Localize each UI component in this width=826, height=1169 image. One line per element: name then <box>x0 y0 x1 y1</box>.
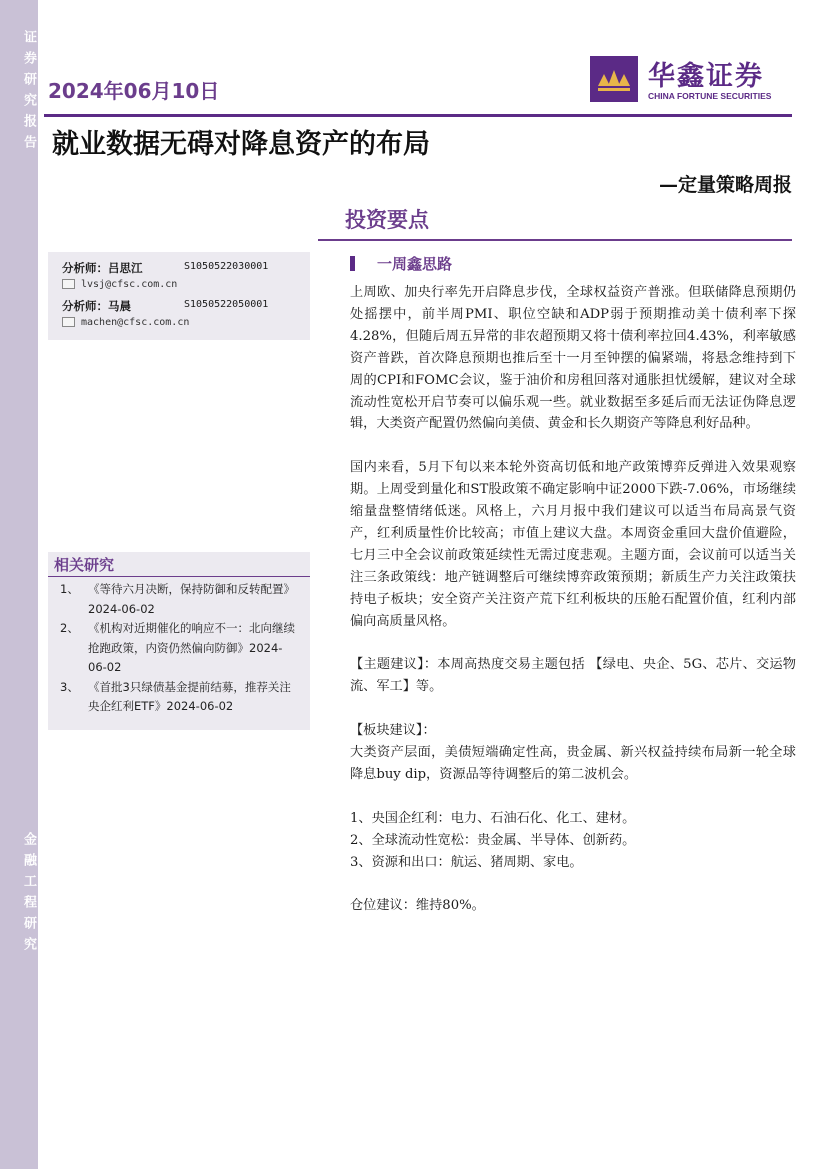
left-sidebar-bar <box>0 0 38 1169</box>
position-suggestion: 仓位建议：维持80%。 <box>350 898 485 914</box>
analyst-name: 分析师：吕思江 S1050522030001 <box>62 261 269 275</box>
logo-emblem-icon <box>590 56 638 102</box>
logo-chinese-name: 华鑫证券 <box>648 61 764 92</box>
analyst-certificate: S1050522030001 <box>184 261 269 272</box>
paragraph-theme-suggestion: 【主题建议】：本周高热度交易主题包括 【绿电、央企、5G、芯片、交运物流、军工】等。 <box>350 657 796 695</box>
analyst-email[interactable]: machen@cfsc.com.cn <box>62 317 189 328</box>
sidebar-report-label: 证券研究报告 <box>21 30 36 156</box>
related-research-title: 相关研究 <box>54 556 115 574</box>
analyst-name: 分析师：马晨 S1050522050001 <box>62 299 269 313</box>
sector-item: 1、央国企红利：电力、石油石化、化工、建材。 <box>350 810 636 826</box>
mail-icon <box>62 279 75 289</box>
sector-suggestion-heading: 【板块建议】： <box>350 723 436 739</box>
report-date: 2024年06月10日 <box>48 79 220 103</box>
report-subtitle: —定量策略周报 <box>658 174 792 196</box>
related-research-item[interactable]: 3、 《首批3只绿债基金提前结募，推荐关注央企红利ETF》2024-06-02 <box>60 679 291 713</box>
sector-item: 2、全球流动性宽松：贵金属、半导体、创新药。 <box>350 832 636 848</box>
main-content <box>350 254 796 917</box>
paragraph-global: 上周欧、加央行率先开启降息步伐，全球权益资产普涨。但联储降息预期仍处摇摆中，前半周PMI、职位空缺和ADP弱于预期推动美十债利率下探4.28%，但随后周五异常的非农超预期又将十债利率拉回4.43%，利率敏感资产普跌，首次降息预期也推后至十一月至钟摆的偏紧端，将悬念维持到下周的CPI和FOMC会议，鉴于油价和房租回落对通胀担忧缓解，建议对全球流动性宽松开启节奏可以偏乐观一些。就业数据至多延后而无法证伪降息逻辑，大类资产配置仍然偏向美债、黄金和长久期资产等降息利好品种。 <box>350 285 796 432</box>
paragraph-sector: 大类资产层面，美债短端确定性高，贵金属、新兴权益持续布局新一轮全球降息buy dip，资源品等待调整后的第二波机会。 <box>350 744 796 782</box>
paragraph-domestic: 国内来看，5月下旬以来本轮外资高切低和地产政策博弈反弹进入效果观察期。上周受到量化和ST股政策不确定影响中证2000下跌-7.06%，市场继续缩量盘整情绪低迷。风格上，六月月报中我们建议可以适当布局高景气资产，红利质量性价比较高；市值上建议大盘。本周资金重回大盘价值避险，七月三中全会议前政策延续性无需过度悲观。主题方面，会议前可以适当关注三条政策线：地产链调整后可继续博弈政策预期；新质生产力关注政策扶持电子板块；安全资产关注资产荒下红利板块的压舱石配置价值，红利内部偏向高质量风格。 <box>350 460 796 629</box>
analyst-info-box <box>48 252 310 340</box>
weekly-view-heading: 一周鑫思路 <box>350 254 796 278</box>
mail-icon <box>62 317 75 327</box>
section-divider <box>318 239 792 241</box>
header-divider <box>44 114 792 117</box>
related-research-item[interactable]: 2、 《机构对近期催化的响应不一：北向继续抢跑政策，内资仍然偏向防御》2024-06-02 <box>60 621 295 674</box>
logo-english-name: CHINA FORTUNE SECURITIES <box>648 91 772 101</box>
sidebar-category-label: 金融工程研究 <box>21 832 36 958</box>
company-logo <box>590 56 790 106</box>
sector-item: 3、资源和出口：航运、猪周期、家电。 <box>350 854 583 870</box>
heading-marker-icon <box>350 256 355 271</box>
related-research-item[interactable]: 1、 《等待六月决断，保持防御和反转配置》2024-06-02 <box>60 582 295 616</box>
report-title: 就业数据无碍对降息资产的布局 <box>52 129 430 160</box>
related-research-box <box>48 552 310 730</box>
section-title: 投资要点 <box>345 207 429 232</box>
analyst-certificate: S1050522050001 <box>184 299 269 310</box>
related-research-divider <box>48 576 310 577</box>
analyst-email[interactable]: lvsj@cfsc.com.cn <box>62 279 177 290</box>
related-research-list <box>60 580 300 717</box>
